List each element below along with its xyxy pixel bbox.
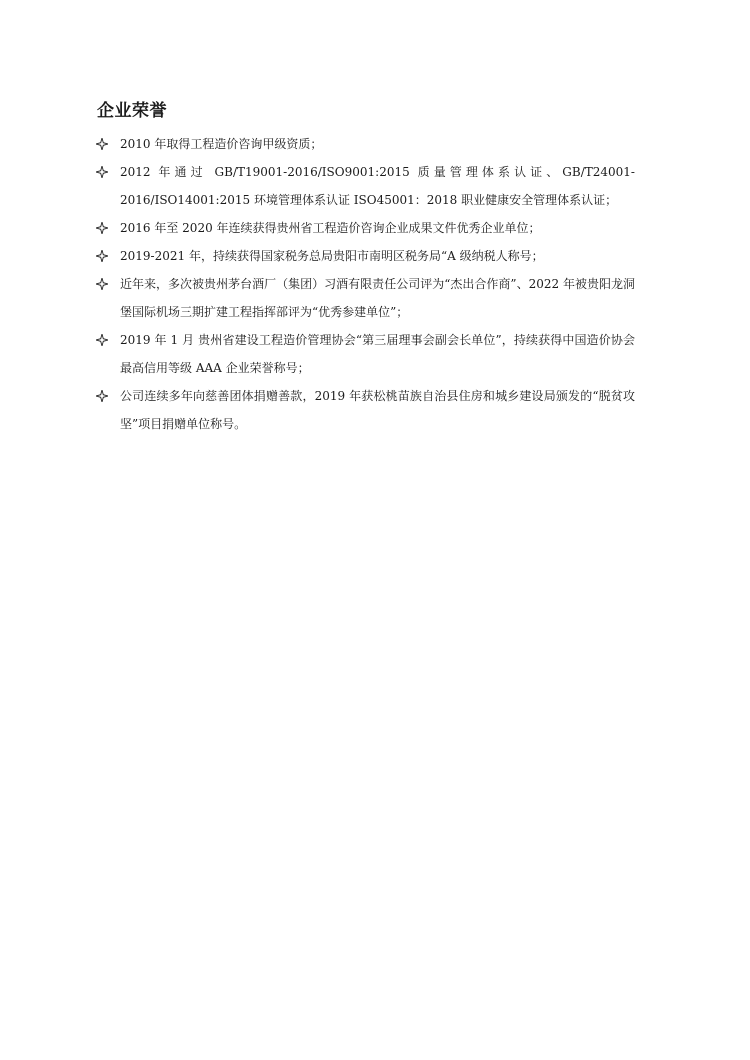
list-item bbox=[95, 130, 635, 158]
list-item bbox=[95, 242, 635, 270]
list-item bbox=[95, 158, 635, 214]
honor-text: 2016 年至 2020 年连续获得贵州省工程造价咨询企业成果文件优秀企业单位； bbox=[120, 221, 541, 235]
diamond-star-icon bbox=[95, 382, 109, 410]
section-title: 企业荣誉 bbox=[97, 101, 167, 121]
diamond-star-icon bbox=[95, 242, 109, 270]
list-item bbox=[95, 382, 635, 438]
list-item bbox=[95, 270, 635, 326]
honor-text: 2019-2021 年，持续获得国家税务总局贵阳市南明区税务局“A 级纳税人称号； bbox=[120, 249, 544, 263]
honor-text: 公司连续多年向慈善团体捐赠善款，2019 年获松桃苗族自治县住房和城乡建设局颁发的“脱贫攻坚”项目捐赠单位称号。 bbox=[120, 389, 635, 431]
honor-text: 2010 年取得工程造价咨询甲级资质； bbox=[120, 137, 323, 151]
diamond-star-icon bbox=[95, 214, 109, 242]
list-item bbox=[95, 326, 635, 382]
diamond-star-icon bbox=[95, 130, 109, 158]
diamond-star-icon bbox=[95, 270, 109, 298]
diamond-star-icon bbox=[95, 326, 109, 354]
honor-text: 近年来，多次被贵州茅台酒厂（集团）习酒有限责任公司评为“杰出合作商”、2022 年被贵阳龙洞堡国际机场三期扩建工程指挥部评为“优秀参建单位”； bbox=[120, 277, 635, 319]
honor-text: 2012 年通过 GB/T19001-2016/ISO9001:2015 质量管理体系认证、GB/T24001-2016/ISO14001:2015 环境管理体系认证 ISO45001：2018 职业健康安全管理体系认证； bbox=[120, 165, 635, 207]
honor-text: 2019 年 1 月 贵州省建设工程造价管理协会“第三届理事会副会长单位”，持续获得中国造价协会最高信用等级 AAA 企业荣誉称号； bbox=[120, 333, 635, 375]
honors-list bbox=[95, 130, 635, 438]
diamond-star-icon bbox=[95, 158, 109, 186]
list-item bbox=[95, 214, 635, 242]
